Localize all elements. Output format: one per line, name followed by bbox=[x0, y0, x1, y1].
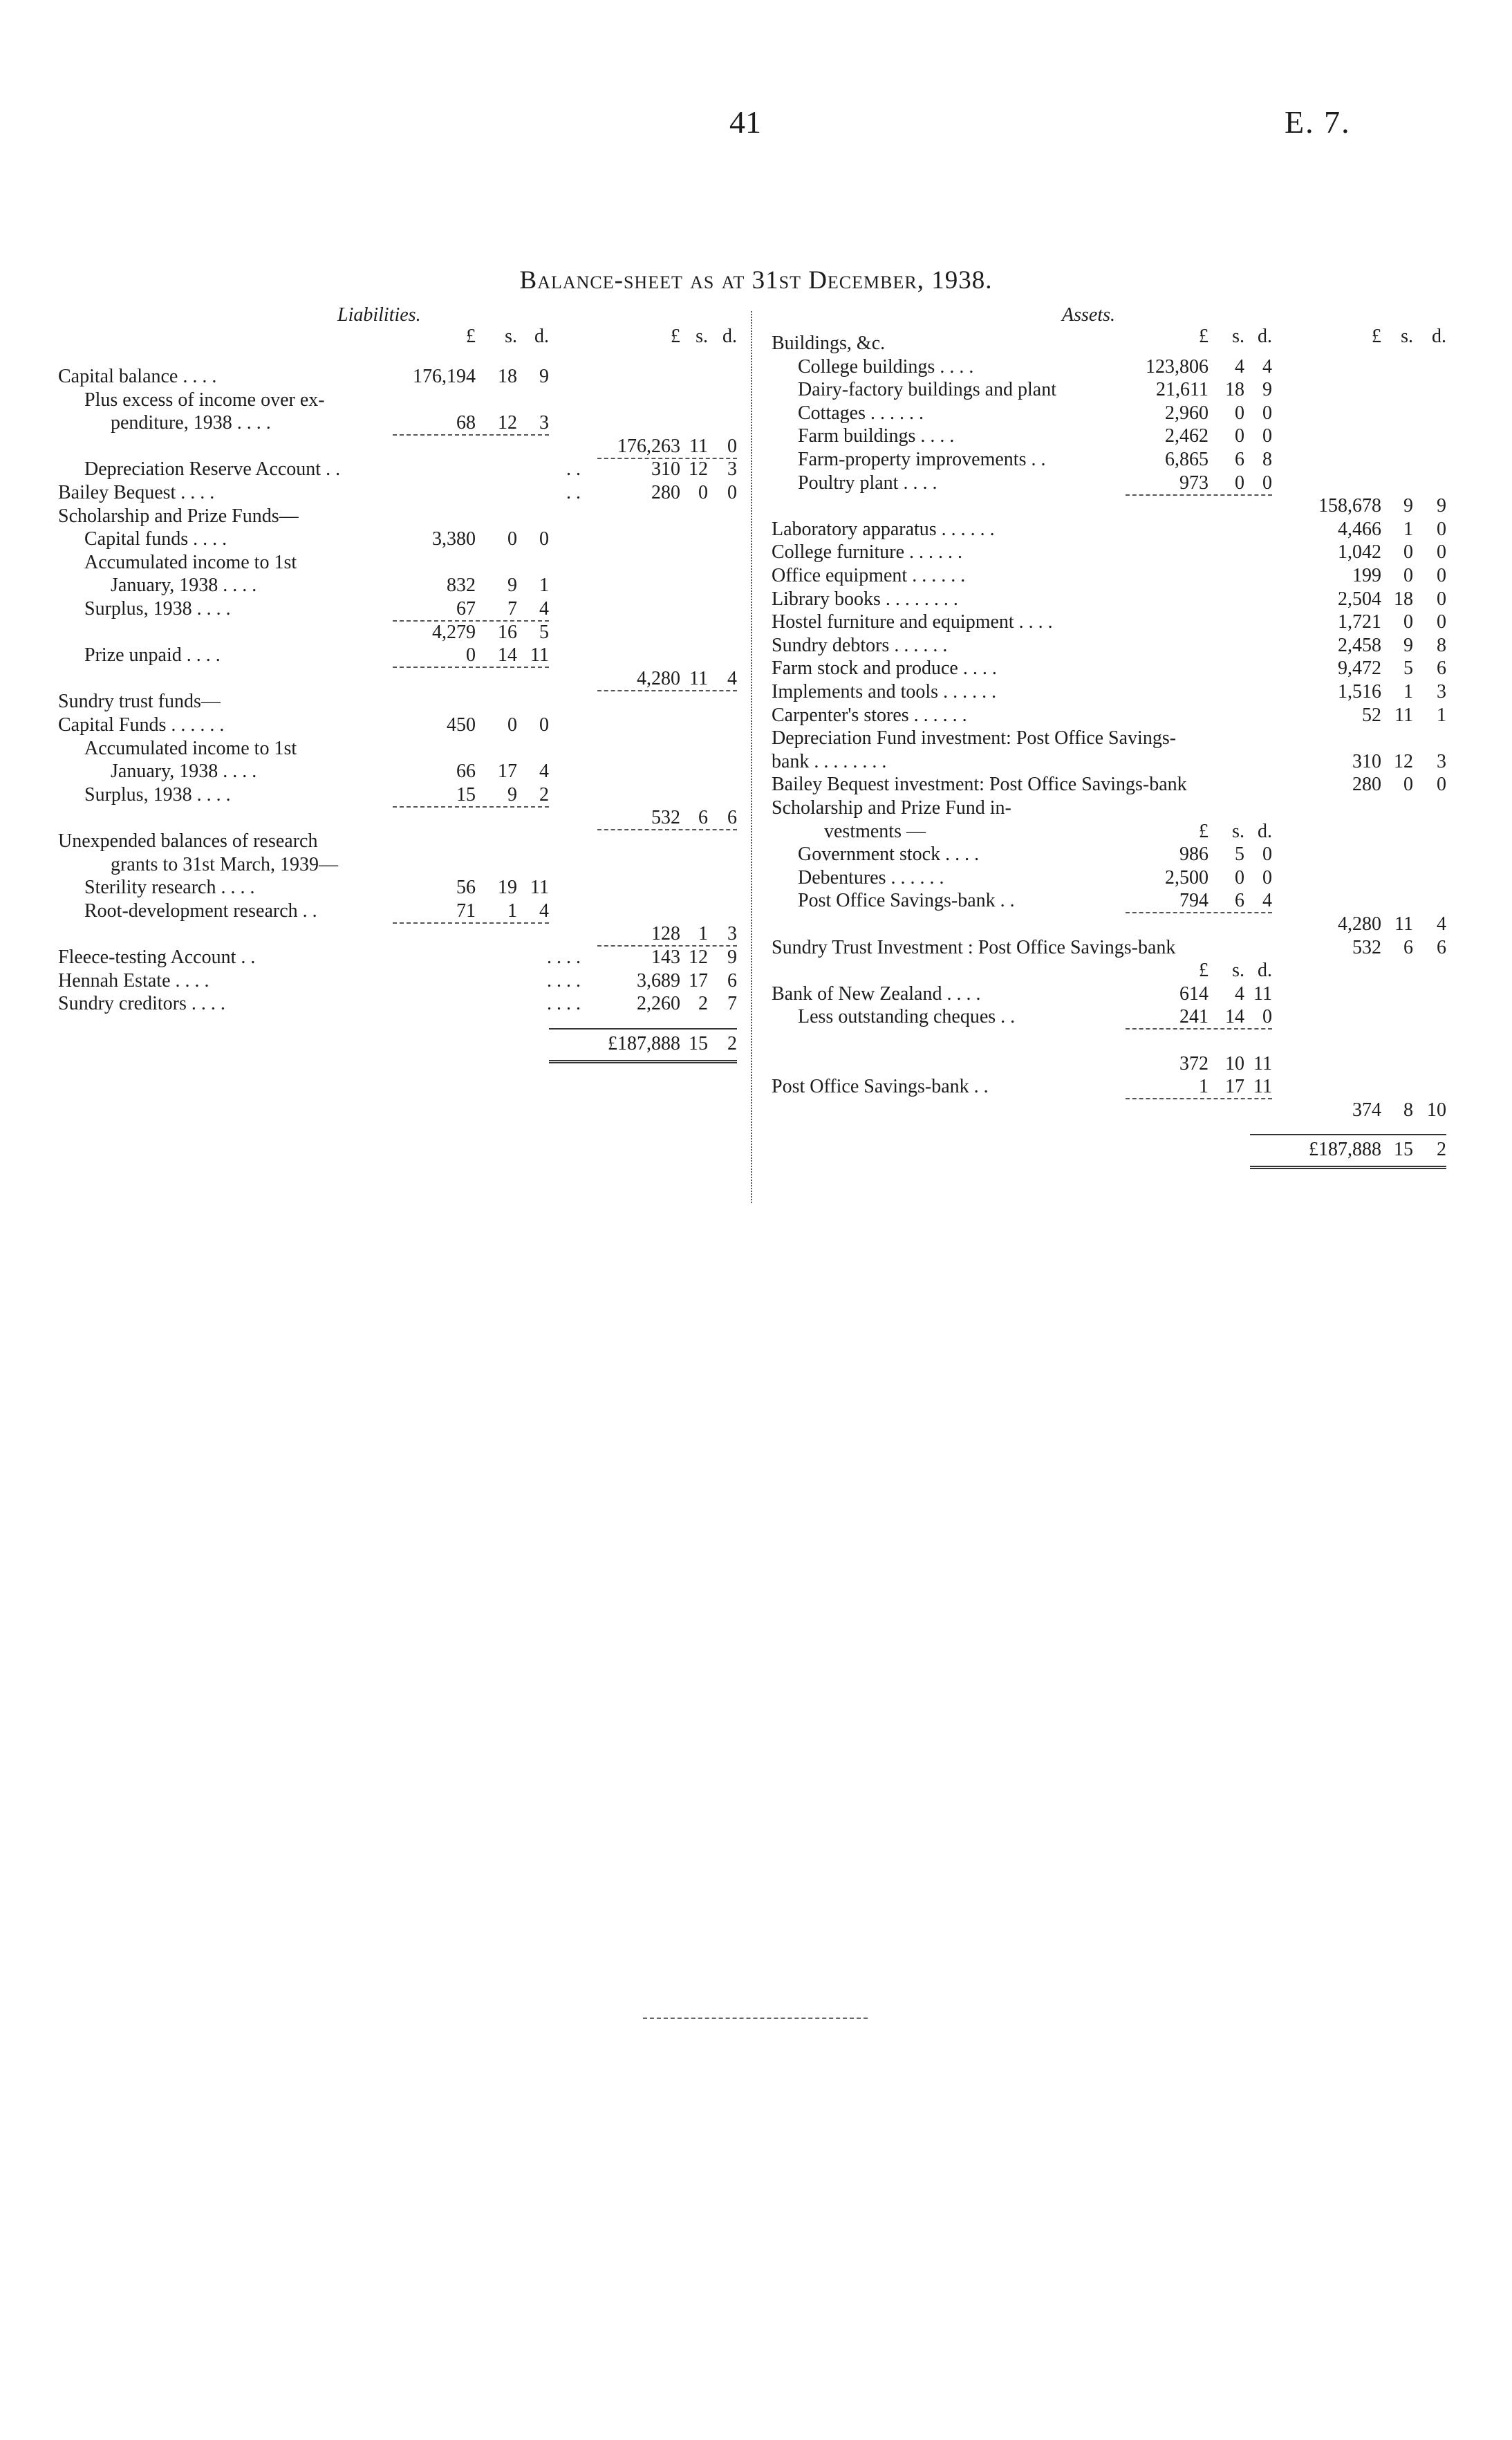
liabilities-row-27-outer-shillings: 2 bbox=[698, 993, 708, 1014]
assets-row-33-outer-pence: 10 bbox=[1427, 1099, 1446, 1121]
liabilities-row-25-outer-pence: 9 bbox=[727, 947, 737, 968]
table-row bbox=[0, 889, 1512, 913]
liabilities-row-27-outer-pounds: 2,260 bbox=[637, 993, 680, 1014]
assets-total-grand-shillings: 15 bbox=[1394, 1139, 1413, 1160]
liabilities-row-24-outer-pence: 3 bbox=[727, 923, 737, 944]
table-row bbox=[0, 913, 1512, 936]
liabilities-row-21-label: grants to 31st March, 1939— bbox=[111, 854, 338, 875]
assets-col-header-1: s. bbox=[1232, 326, 1244, 347]
table-row bbox=[0, 355, 1512, 379]
liabilities-total-grand-pence: 2 bbox=[727, 1033, 737, 1054]
liabilities-row-13-outer-pounds: 4,280 bbox=[637, 668, 680, 689]
liabilities-row-11-inner-pounds: 4,279 bbox=[432, 622, 476, 643]
liabilities-row-10-inner-shillings: 7 bbox=[507, 598, 517, 620]
assets-row-25-outer-shillings: 11 bbox=[1394, 913, 1413, 935]
liabilities-row-6-label: Scholarship and Prize Funds— bbox=[58, 505, 299, 527]
table-row bbox=[0, 820, 1512, 844]
liabilities-row-10-label: Surplus, 1938 . . . . bbox=[84, 598, 231, 620]
assets-row-16-outer-shillings: 11 bbox=[1394, 705, 1413, 726]
assets-total-row bbox=[0, 1138, 1512, 1162]
assets-row-12-outer-pence: 0 bbox=[1437, 611, 1446, 633]
assets-row-2-inner-shillings: 18 bbox=[1225, 379, 1244, 400]
liabilities-row-7-inner-pounds: 3,380 bbox=[432, 528, 476, 550]
liabilities-total-grand-shillings: 15 bbox=[689, 1033, 708, 1054]
table-row bbox=[0, 797, 1512, 820]
table-row bbox=[0, 1075, 1512, 1099]
liabilities-row-15-inner-pounds: 450 bbox=[447, 714, 476, 736]
assets-row-24-inner-pounds: 794 bbox=[1179, 890, 1208, 911]
liabilities-row-24-outer-pounds: 128 bbox=[651, 923, 680, 944]
assets-row-33-outer-pounds: 374 bbox=[1352, 1099, 1381, 1121]
assets-col-header-4: s. bbox=[1401, 326, 1413, 347]
assets-row-11-outer-pounds: 2,504 bbox=[1338, 588, 1381, 610]
liabilities-row-27-leader: . . . . bbox=[547, 993, 581, 1014]
assets-row-4-inner-pence: 0 bbox=[1262, 425, 1272, 447]
assets-row-16-outer-pounds: 52 bbox=[1362, 705, 1381, 726]
liabilities-row-4-outer-shillings: 12 bbox=[689, 458, 708, 480]
assets-row-32-inner-pounds: 1 bbox=[1199, 1076, 1208, 1097]
liabilities-row-3-outer-pounds: 176,263 bbox=[617, 436, 680, 457]
liabilities-row-4-leader: . . bbox=[566, 458, 581, 480]
liabilities-row-23-inner-pence: 4 bbox=[539, 900, 549, 922]
table-row bbox=[0, 866, 1512, 890]
assets-row-29-inner-pence: 0 bbox=[1262, 1006, 1272, 1027]
liabilities-row-26-leader: . . . . bbox=[547, 970, 581, 991]
liabilities-row-13-outer-shillings: 11 bbox=[689, 668, 708, 689]
assets-row-22-inner-pence: 0 bbox=[1262, 844, 1272, 865]
assets-row-32-inner-shillings: 17 bbox=[1225, 1076, 1244, 1097]
liabilities-row-1-label: Plus excess of income over ex- bbox=[84, 389, 325, 411]
assets-row-28-inner-pence: 11 bbox=[1253, 983, 1272, 1005]
liabilities-row-4-outer-pence: 3 bbox=[727, 458, 737, 480]
assets-row-3-inner-pounds: 2,960 bbox=[1165, 402, 1208, 424]
assets-row-22-inner-shillings: 5 bbox=[1235, 844, 1244, 865]
assets-row-2-inner-pounds: 21,611 bbox=[1156, 379, 1208, 400]
table-row bbox=[0, 657, 1512, 680]
assets-row-6-inner-shillings: 0 bbox=[1235, 472, 1244, 494]
liabilities-row-11-inner-pence: 5 bbox=[539, 622, 549, 643]
liabilities-row-4-outer-pounds: 310 bbox=[651, 458, 680, 480]
assets-row-5-inner-pence: 8 bbox=[1262, 449, 1272, 470]
assets-row-22-label: Government stock . . . . bbox=[798, 844, 980, 865]
liabilities-row-16-label: Accumulated income to 1st bbox=[84, 738, 297, 759]
liabilities-row-3-outer-pence: 0 bbox=[727, 436, 737, 457]
liabilities-row-23-inner-pounds: 71 bbox=[456, 900, 476, 922]
assets-row-9-label: College furniture . . . . . . bbox=[772, 541, 963, 563]
liabilities-row-11-inner-shillings: 16 bbox=[498, 622, 517, 643]
assets-total-top-rule bbox=[1250, 1134, 1446, 1135]
assets-row-3-label: Cottages . . . . . . bbox=[798, 402, 924, 424]
liabilities-row-5-outer-shillings: 0 bbox=[698, 482, 708, 503]
assets-row-27-subheader-pounds: £ bbox=[1199, 960, 1208, 981]
assets-row-7-outer-pounds: 158,678 bbox=[1318, 495, 1381, 516]
liabilities-row-9-label: January, 1938 . . . . bbox=[111, 575, 257, 596]
assets-row-2-label: Dairy-factory buildings and plant bbox=[798, 379, 1057, 400]
table-row bbox=[0, 982, 1512, 1006]
assets-row-8-outer-pence: 0 bbox=[1437, 519, 1446, 540]
assets-row-11-outer-shillings: 18 bbox=[1394, 588, 1413, 610]
assets-row-26-outer-pence: 6 bbox=[1437, 937, 1446, 958]
assets-row-24-label: Post Office Savings-bank . . bbox=[798, 890, 1015, 911]
assets-row-25-outer-pence: 4 bbox=[1437, 913, 1446, 935]
liabilities-row-12-inner-pence: 11 bbox=[530, 644, 549, 666]
table-row bbox=[0, 378, 1512, 402]
liabilities-row-19-outer-shillings: 6 bbox=[698, 807, 708, 828]
assets-row-14-outer-pounds: 9,472 bbox=[1338, 658, 1381, 679]
liabilities-col-header-3: £ bbox=[671, 326, 680, 347]
liabilities-row-8-label: Accumulated income to 1st bbox=[84, 552, 297, 573]
assets-row-19-outer-pence: 0 bbox=[1437, 774, 1446, 795]
assets-row-12-label: Hostel furniture and equipment . . . . bbox=[772, 611, 1053, 633]
liabilities-row-23-inner-shillings: 1 bbox=[507, 900, 517, 922]
assets-row-21-label: vestments — bbox=[824, 821, 926, 842]
assets-total-grand-pounds: £187,888 bbox=[1309, 1139, 1381, 1160]
assets-row-29-label: Less outstanding cheques . . bbox=[798, 1006, 1016, 1027]
liabilities-row-0-inner-pence: 9 bbox=[539, 366, 549, 387]
liabilities-row-22-label: Sterility research . . . . bbox=[84, 877, 255, 898]
assets-col-header-2: d. bbox=[1258, 326, 1272, 347]
liabilities-row-26-outer-shillings: 17 bbox=[689, 970, 708, 991]
liabilities-row-2-inner-shillings: 12 bbox=[498, 412, 517, 434]
assets-row-21-subheader-pence: d. bbox=[1258, 821, 1272, 842]
liabilities-row-2-inner-pounds: 68 bbox=[456, 412, 476, 434]
table-row bbox=[0, 727, 1512, 750]
liabilities-row-12-inner-pounds: 0 bbox=[466, 644, 476, 666]
table-row bbox=[0, 936, 1512, 960]
liabilities-row-9-inner-pence: 1 bbox=[539, 575, 549, 596]
liabilities-row-26-outer-pence: 6 bbox=[727, 970, 737, 991]
assets-row-20-label: Scholarship and Prize Fund in- bbox=[772, 797, 1011, 819]
assets-row-4-inner-shillings: 0 bbox=[1235, 425, 1244, 447]
liabilities-row-9-inner-pounds: 832 bbox=[447, 575, 476, 596]
assets-row-23-inner-pounds: 2,500 bbox=[1165, 867, 1208, 888]
assets-row-5-inner-pounds: 6,865 bbox=[1165, 449, 1208, 470]
liabilities-row-0-inner-pounds: 176,194 bbox=[413, 366, 476, 387]
assets-row-7-outer-shillings: 9 bbox=[1403, 495, 1413, 516]
assets-row-7-outer-pence: 9 bbox=[1437, 495, 1446, 516]
liabilities-col-header-0: £ bbox=[466, 326, 476, 347]
assets-total-double-rule bbox=[1250, 1166, 1446, 1169]
table-row bbox=[0, 588, 1512, 611]
table-row bbox=[0, 1005, 1512, 1029]
assets-row-8-outer-pounds: 4,466 bbox=[1338, 519, 1381, 540]
assets-row-14-label: Farm stock and produce . . . . bbox=[772, 658, 997, 679]
table-row bbox=[0, 750, 1512, 774]
assets-row-15-label: Implements and tools . . . . . . bbox=[772, 681, 997, 702]
table-row bbox=[0, 634, 1512, 658]
liabilities-row-12-label: Prize unpaid . . . . bbox=[84, 644, 221, 666]
assets-row-18-label: bank . . . . . . . . bbox=[772, 751, 887, 772]
assets-row-31-inner-pounds: 372 bbox=[1179, 1053, 1208, 1074]
liabilities-heading: Liabilities. bbox=[337, 304, 421, 326]
assets-row-3-inner-pence: 0 bbox=[1262, 402, 1272, 424]
table-row bbox=[0, 564, 1512, 588]
table-row bbox=[0, 704, 1512, 727]
assets-row-32-inner-pence: 11 bbox=[1253, 1076, 1272, 1097]
liabilities-row-19-outer-pounds: 532 bbox=[651, 807, 680, 828]
assets-row-10-outer-pence: 0 bbox=[1437, 565, 1446, 586]
liabilities-row-5-outer-pence: 0 bbox=[727, 482, 737, 503]
liabilities-row-17-inner-pence: 4 bbox=[539, 761, 549, 782]
assets-row-3-inner-shillings: 0 bbox=[1235, 402, 1244, 424]
liabilities-row-7-label: Capital funds . . . . bbox=[84, 528, 227, 550]
assets-row-4-label: Farm buildings . . . . bbox=[798, 425, 955, 447]
liabilities-row-18-inner-shillings: 9 bbox=[507, 784, 517, 805]
assets-row-9-outer-pence: 0 bbox=[1437, 541, 1446, 563]
assets-col-header-0: £ bbox=[1199, 326, 1208, 347]
assets-row-31-inner-shillings: 10 bbox=[1225, 1053, 1244, 1074]
assets-row-18-outer-shillings: 12 bbox=[1394, 751, 1413, 772]
liabilities-row-17-inner-shillings: 17 bbox=[498, 761, 517, 782]
liabilities-row-17-label: January, 1938 . . . . bbox=[111, 761, 257, 782]
assets-row-28-inner-pounds: 614 bbox=[1179, 983, 1208, 1005]
liabilities-row-18-label: Surplus, 1938 . . . . bbox=[84, 784, 231, 805]
assets-row-10-label: Office equipment . . . . . . bbox=[772, 565, 966, 586]
assets-row-27-subheader-shillings: s. bbox=[1232, 960, 1244, 981]
assets-row-29-inner-shillings: 14 bbox=[1225, 1006, 1244, 1027]
liabilities-col-header-2: d. bbox=[534, 326, 549, 347]
assets-row-22-inner-pounds: 986 bbox=[1179, 844, 1208, 865]
assets-row-1-inner-pence: 4 bbox=[1262, 356, 1272, 378]
assets-row-9-outer-shillings: 0 bbox=[1403, 541, 1413, 563]
assets-row-14-outer-pence: 6 bbox=[1437, 658, 1446, 679]
liabilities-col-header-4: s. bbox=[696, 326, 708, 347]
liabilities-row-4-label: Depreciation Reserve Account . . bbox=[84, 458, 341, 480]
table-row bbox=[0, 541, 1512, 564]
table-row bbox=[0, 448, 1512, 472]
assets-row-6-inner-pence: 0 bbox=[1262, 472, 1272, 494]
assets-row-26-label: Sundry Trust Investment : Post Office Savings-bank bbox=[772, 937, 1176, 958]
liabilities-row-7-inner-pence: 0 bbox=[539, 528, 549, 550]
liabilities-row-22-inner-shillings: 19 bbox=[498, 877, 517, 898]
page-number: 41 bbox=[729, 104, 761, 140]
table-row bbox=[0, 1099, 1512, 1122]
assets-row-24-inner-pence: 4 bbox=[1262, 890, 1272, 911]
assets-row-23-inner-shillings: 0 bbox=[1235, 867, 1244, 888]
assets-row-31-inner-pence: 11 bbox=[1253, 1053, 1272, 1074]
liabilities-row-23-label: Root-development research . . bbox=[84, 900, 317, 922]
assets-row-8-label: Laboratory apparatus . . . . . . bbox=[772, 519, 995, 540]
liabilities-row-0-inner-shillings: 18 bbox=[498, 366, 517, 387]
assets-row-19-label: Bailey Bequest investment: Post Office Savings-bank bbox=[772, 774, 1187, 795]
liabilities-row-26-outer-pounds: 3,689 bbox=[637, 970, 680, 991]
liabilities-row-25-outer-pounds: 143 bbox=[651, 947, 680, 968]
assets-col-header-5: d. bbox=[1432, 326, 1446, 347]
liabilities-row-22-inner-pounds: 56 bbox=[456, 877, 476, 898]
table-row bbox=[0, 843, 1512, 866]
table-row bbox=[0, 680, 1512, 704]
assets-row-6-inner-pounds: 973 bbox=[1179, 472, 1208, 494]
assets-row-13-outer-shillings: 9 bbox=[1403, 635, 1413, 656]
assets-row-15-outer-pence: 3 bbox=[1437, 681, 1446, 702]
assets-row-21-subheader-shillings: s. bbox=[1232, 821, 1244, 842]
table-row bbox=[0, 611, 1512, 634]
assets-row-28-inner-shillings: 4 bbox=[1235, 983, 1244, 1005]
liabilities-row-27-outer-pence: 7 bbox=[727, 993, 737, 1014]
assets-row-13-outer-pence: 8 bbox=[1437, 635, 1446, 656]
assets-row-1-inner-pounds: 123,806 bbox=[1146, 356, 1208, 378]
assets-row-26-outer-shillings: 6 bbox=[1403, 937, 1413, 958]
assets-row-12-outer-shillings: 0 bbox=[1403, 611, 1413, 633]
assets-row-23-label: Debentures . . . . . . bbox=[798, 867, 944, 888]
assets-row-12-outer-pounds: 1,721 bbox=[1338, 611, 1381, 633]
liabilities-row-15-inner-pence: 0 bbox=[539, 714, 549, 736]
liabilities-row-26-label: Hennah Estate . . . . bbox=[58, 970, 209, 991]
liabilities-row-7-inner-shillings: 0 bbox=[507, 528, 517, 550]
table-row bbox=[0, 494, 1512, 518]
assets-row-17-label: Depreciation Fund investment: Post Office Savings- bbox=[772, 727, 1177, 749]
assets-row-27-subheader-pence: d. bbox=[1258, 960, 1272, 981]
table-row bbox=[0, 1029, 1512, 1052]
liabilities-row-17-inner-pounds: 66 bbox=[456, 761, 476, 782]
liabilities-row-14-label: Sundry trust funds— bbox=[58, 691, 221, 712]
footer-rule bbox=[643, 2018, 868, 2019]
table-row bbox=[0, 518, 1512, 541]
assets-row-16-label: Carpenter's stores . . . . . . bbox=[772, 705, 967, 726]
assets-row-11-label: Library books . . . . . . . . bbox=[772, 588, 958, 610]
assets-row-8-outer-shillings: 1 bbox=[1403, 519, 1413, 540]
assets-row-13-label: Sundry debtors . . . . . . bbox=[772, 635, 948, 656]
assets-row-33-outer-shillings: 8 bbox=[1403, 1099, 1413, 1121]
assets-row-0-label: Buildings, &c. bbox=[772, 333, 886, 354]
assets-row-4-inner-pounds: 2,462 bbox=[1165, 425, 1208, 447]
assets-row-13-outer-pounds: 2,458 bbox=[1338, 635, 1381, 656]
assets-row-10-outer-pounds: 199 bbox=[1352, 565, 1381, 586]
assets-row-5-inner-shillings: 6 bbox=[1235, 449, 1244, 470]
table-row bbox=[0, 332, 1512, 355]
assets-total-grand-pence: 2 bbox=[1437, 1139, 1446, 1160]
assets-row-21-subheader-pounds: £ bbox=[1199, 821, 1208, 842]
liabilities-row-27-label: Sundry creditors . . . . bbox=[58, 993, 225, 1014]
table-row bbox=[0, 1052, 1512, 1076]
liabilities-row-3-outer-shillings: 11 bbox=[689, 436, 708, 457]
assets-row-1-inner-shillings: 4 bbox=[1235, 356, 1244, 378]
assets-row-10-outer-shillings: 0 bbox=[1403, 565, 1413, 586]
liabilities-row-5-label: Bailey Bequest . . . . bbox=[58, 482, 215, 503]
liabilities-row-25-leader: . . . . bbox=[547, 947, 581, 968]
liabilities-col-header-5: d. bbox=[722, 326, 737, 347]
assets-row-6-label: Poultry plant . . . . bbox=[798, 472, 937, 494]
page-reference: E. 7. bbox=[1285, 104, 1351, 140]
table-row bbox=[0, 472, 1512, 495]
liabilities-row-10-inner-pence: 4 bbox=[539, 598, 549, 620]
assets-row-24-inner-shillings: 6 bbox=[1235, 890, 1244, 911]
assets-col-header-3: £ bbox=[1372, 326, 1381, 347]
liabilities-row-24-outer-shillings: 1 bbox=[698, 923, 708, 944]
assets-row-9-outer-pounds: 1,042 bbox=[1338, 541, 1381, 563]
liabilities-row-18-inner-pounds: 15 bbox=[456, 784, 476, 805]
assets-row-29-inner-pounds: 241 bbox=[1179, 1006, 1208, 1027]
liabilities-row-2-label: penditure, 1938 . . . . bbox=[111, 412, 271, 434]
liabilities-row-5-leader: . . bbox=[566, 482, 581, 503]
assets-row-14-outer-shillings: 5 bbox=[1403, 658, 1413, 679]
assets-row-15-outer-shillings: 1 bbox=[1403, 681, 1413, 702]
assets-row-25-outer-pounds: 4,280 bbox=[1338, 913, 1381, 935]
assets-row-19-outer-pounds: 280 bbox=[1352, 774, 1381, 795]
liabilities-row-9-inner-shillings: 9 bbox=[507, 575, 517, 596]
liabilities-row-22-inner-pence: 11 bbox=[530, 877, 549, 898]
liabilities-row-20-label: Unexpended balances of research bbox=[58, 830, 318, 852]
assets-row-1-label: College buildings . . . . bbox=[798, 356, 974, 378]
table-row bbox=[0, 425, 1512, 448]
liabilities-row-19-outer-pence: 6 bbox=[727, 807, 737, 828]
page-title: Balance-sheet as at 31st December, 1938. bbox=[519, 266, 993, 295]
liabilities-row-15-label: Capital Funds . . . . . . bbox=[58, 714, 225, 736]
assets-row-11-outer-pence: 0 bbox=[1437, 588, 1446, 610]
liabilities-row-18-inner-pence: 2 bbox=[539, 784, 549, 805]
liabilities-row-25-label: Fleece-testing Account . . bbox=[58, 947, 256, 968]
assets-row-15-outer-pounds: 1,516 bbox=[1338, 681, 1381, 702]
assets-row-5-label: Farm-property improvements . . bbox=[798, 449, 1046, 470]
liabilities-total-grand-pounds: £187,888 bbox=[608, 1033, 680, 1054]
liabilities-row-15-inner-shillings: 0 bbox=[507, 714, 517, 736]
liabilities-row-5-outer-pounds: 280 bbox=[651, 482, 680, 503]
table-row bbox=[0, 402, 1512, 425]
liabilities-row-2-inner-pence: 3 bbox=[539, 412, 549, 434]
table-row bbox=[0, 959, 1512, 982]
assets-row-19-outer-shillings: 0 bbox=[1403, 774, 1413, 795]
assets-row-16-outer-pence: 1 bbox=[1437, 705, 1446, 726]
assets-row-28-label: Bank of New Zealand . . . . bbox=[772, 983, 981, 1005]
assets-row-18-outer-pounds: 310 bbox=[1352, 751, 1381, 772]
liabilities-row-10-inner-pounds: 67 bbox=[456, 598, 476, 620]
liabilities-row-12-inner-shillings: 14 bbox=[498, 644, 517, 666]
assets-row-2-inner-pence: 9 bbox=[1262, 379, 1272, 400]
assets-row-18-outer-pence: 3 bbox=[1437, 751, 1446, 772]
liabilities-row-0-label: Capital balance . . . . bbox=[58, 366, 217, 387]
assets-heading: Assets. bbox=[1062, 304, 1115, 326]
assets-row-26-outer-pounds: 532 bbox=[1352, 937, 1381, 958]
liabilities-col-header-1: s. bbox=[505, 326, 517, 347]
assets-row-23-inner-pence: 0 bbox=[1262, 867, 1272, 888]
table-row bbox=[0, 773, 1512, 797]
liabilities-row-25-outer-shillings: 12 bbox=[689, 947, 708, 968]
liabilities-row-13-outer-pence: 4 bbox=[727, 668, 737, 689]
assets-row-32-label: Post Office Savings-bank . . bbox=[772, 1076, 989, 1097]
